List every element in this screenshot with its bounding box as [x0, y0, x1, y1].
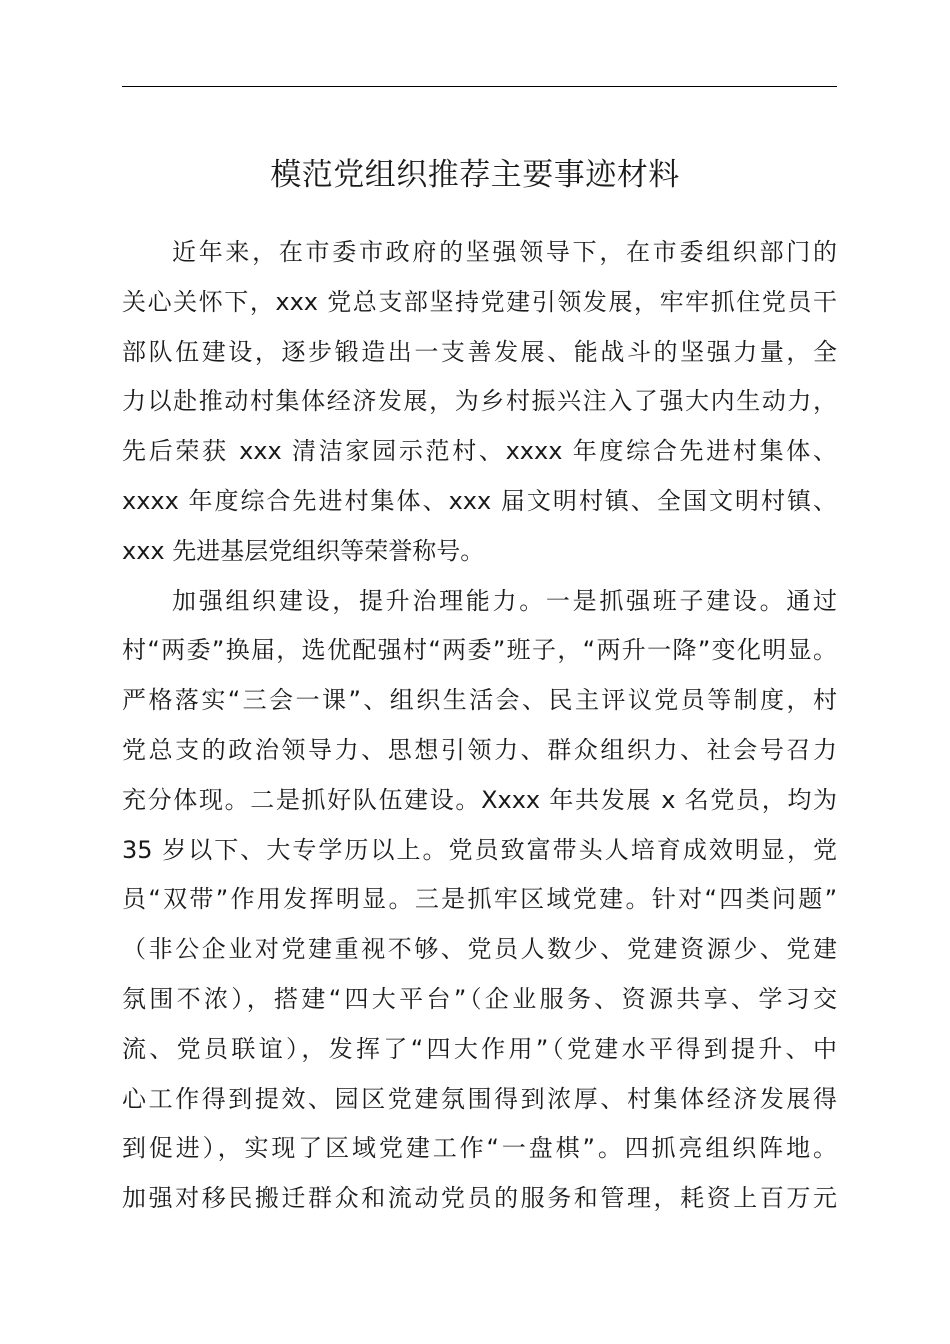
- body-line: 关心关怀下，xxx 党总支部坚持党建引领发展，牢牢抓住党员干: [122, 287, 837, 316]
- body-line: 加强对移民搬迁群众和流动党员的服务和管理，耗资上百万元: [122, 1184, 837, 1213]
- body-line: 到促进），实现了区域党建工作“一盘棋”。四抓亮组织阵地。: [122, 1134, 837, 1163]
- body-line: 心工作得到提效、园区党建氛围得到浓厚、村集体经济发展得: [122, 1084, 837, 1113]
- document-body: [122, 228, 837, 1224]
- body-line: 严格落实“三会一课”、组织生活会、民主评议党员等制度，村: [122, 686, 837, 715]
- body-line: 先后荣获 xxx 清洁家园示范村、xxxx 年度综合先进村集体、: [122, 437, 837, 466]
- body-line: 加强组织建设，提升治理能力。一是抓强班子建设。通过: [172, 586, 837, 615]
- body-line: 员“双带”作用发挥明显。三是抓牢区域党建。针对“四类问题”: [122, 885, 837, 914]
- document-title: 模范党组织推荐主要事迹材料: [270, 157, 680, 193]
- body-line: 村“两委”换届，选优配强村“两委”班子，“两升一降”变化明显。: [122, 636, 837, 665]
- body-line: xxx 先进基层党组织等荣誉称号。: [122, 536, 485, 565]
- body-line: （非公企业对党建重视不够、党员人数少、党建资源少、党建: [122, 935, 837, 964]
- body-line: 党总支的政治领导力、思想引领力、群众组织力、社会号召力: [122, 735, 837, 764]
- body-line: 35 岁以下、大专学历以上。党员致富带头人培育成效明显，党: [122, 835, 837, 864]
- body-line: xxxx 年度综合先进村集体、xxx 届文明村镇、全国文明村镇、: [122, 486, 837, 515]
- body-line: 部队伍建设，逐步锻造出一支善发展、能战斗的坚强力量，全: [122, 337, 837, 366]
- body-line: 充分体现。二是抓好队伍建设。Xxxx 年共发展 x 名党员，均为: [122, 785, 837, 814]
- body-line: 力以赴推动村集体经济发展，为乡村振兴注入了强大内生动力，: [122, 387, 837, 416]
- body-line: 氛围不浓），搭建“四大平台”（企业服务、资源共享、学习交: [122, 984, 837, 1013]
- body-line: 近年来，在市委市政府的坚强领导下，在市委组织部门的: [172, 238, 837, 266]
- header-rule: [122, 86, 837, 87]
- body-line: 流、党员联谊），发挥了“四大作用”（党建水平得到提升、中: [122, 1034, 837, 1063]
